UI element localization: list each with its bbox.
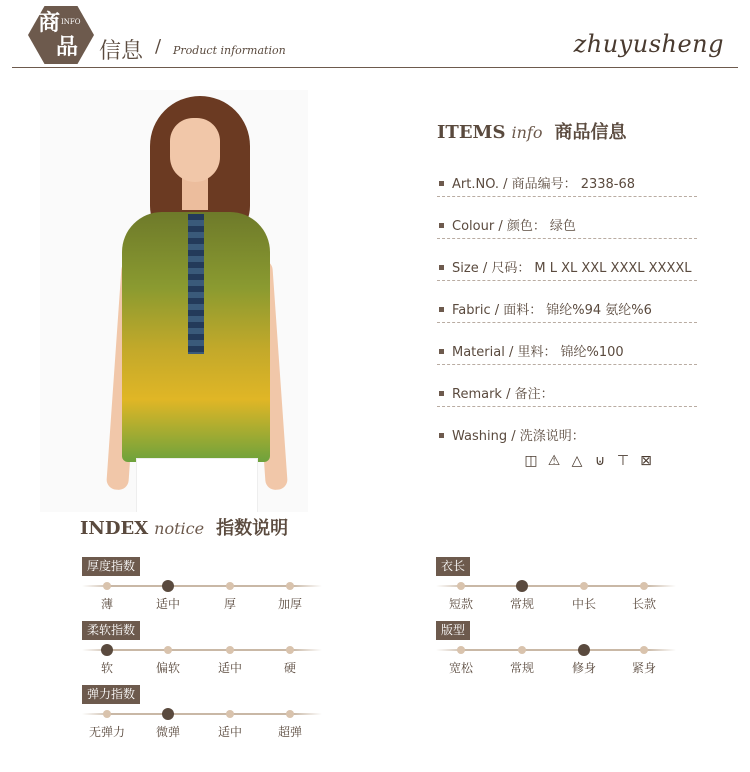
scale-dot <box>103 710 111 718</box>
scale-dot <box>226 710 234 718</box>
scale-dot <box>226 582 234 590</box>
items-title-en: ITEMS <box>437 122 506 143</box>
scale-option-label: 厚 <box>223 597 236 611</box>
scale-name-tag: 柔软指数 <box>82 621 140 640</box>
washing-icons <box>522 452 655 470</box>
bullet-icon <box>439 181 444 186</box>
row-value: M L XL XXL XXXL XXXXL <box>534 261 692 276</box>
index-title-en: INDEX <box>80 518 149 539</box>
scale-dot <box>164 646 172 654</box>
scale-option-label: 短款 <box>448 597 473 611</box>
scale-dot <box>103 582 111 590</box>
wash-30-icon: ◫ <box>524 453 538 469</box>
scale-option-label: 适中 <box>155 597 180 611</box>
info-row-fabric <box>437 299 697 323</box>
scale-name-tag: 厚度指数 <box>82 557 140 576</box>
scale-option-label: 加厚 <box>277 597 302 611</box>
scale-option-label: 薄 <box>100 597 113 611</box>
scale-dot <box>286 582 294 590</box>
scale-option-label: 超弹 <box>277 725 302 739</box>
scale-fit <box>436 621 686 681</box>
info-row-washing <box>437 425 697 449</box>
scale-name-tag: 衣长 <box>436 557 470 576</box>
items-info-title <box>437 118 626 144</box>
hang-dry-icon: ⊤ <box>616 453 630 469</box>
scale-option-label: 适中 <box>217 661 242 675</box>
header-title-en: Product information <box>173 44 286 57</box>
scale-dot-selected <box>578 644 590 656</box>
scale-option-label: 适中 <box>217 725 242 739</box>
scale-option-label: 常规 <box>509 661 534 675</box>
row-label: Material / 里料： <box>452 345 557 360</box>
scale-option-label: 宽松 <box>448 661 473 675</box>
scale-option-label: 偏软 <box>155 661 180 675</box>
front-lace <box>188 214 204 354</box>
scale-dot <box>286 710 294 718</box>
bullet-icon <box>439 433 444 438</box>
scale-name-tag: 版型 <box>436 621 470 640</box>
scale-dot <box>457 646 465 654</box>
index-notice-title <box>80 514 288 540</box>
scale-dot <box>518 646 526 654</box>
bullet-icon <box>439 265 444 270</box>
scale-option-label: 紧身 <box>631 661 656 675</box>
index-title-italic: notice <box>154 519 205 538</box>
row-label: Remark / 备注： <box>452 387 554 402</box>
row-label: Size / 尺码： <box>452 261 531 276</box>
iron-low-icon: △ <box>571 453 583 469</box>
scale-option-label: 常规 <box>509 597 534 611</box>
info-row-material <box>437 341 697 365</box>
no-bleach-icon: ⚠ <box>547 453 561 469</box>
hand-wash-icon: ⊍ <box>594 453 606 469</box>
scale-dot <box>286 646 294 654</box>
scale-option-label: 无弹力 <box>88 725 125 739</box>
scale-name-tag: 弹力指数 <box>82 685 140 704</box>
info-row-size <box>437 257 697 281</box>
items-title-cn: 商品信息 <box>554 122 627 143</box>
row-value: 2338-68 <box>580 177 636 192</box>
row-label: Art.NO. / 商品编号： <box>452 177 577 192</box>
row-label: Washing / 洗涤说明： <box>452 429 585 444</box>
row-value: 锦纶%100 <box>560 345 624 360</box>
row-label: Fabric / 面料： <box>452 303 543 318</box>
badge-info-label: INFO <box>61 18 81 26</box>
bullet-icon <box>439 349 444 354</box>
header-slash: / <box>155 36 162 57</box>
bullet-icon <box>439 223 444 228</box>
scale-option-label: 微弹 <box>155 725 180 739</box>
bullet-icon <box>439 307 444 312</box>
scale-option-label: 硬 <box>283 661 296 675</box>
scale-dot-selected <box>516 580 528 592</box>
scale-option-label: 修身 <box>571 661 596 675</box>
scale-dot-selected <box>162 708 174 720</box>
header-title-cn: 信息 <box>99 39 144 64</box>
scale-dot-selected <box>101 644 113 656</box>
badge-char-top: 商 <box>38 10 61 36</box>
scale-thickness <box>82 557 332 617</box>
scale-length <box>436 557 686 617</box>
scale-dot <box>640 646 648 654</box>
row-value: 锦纶%94 氨纶%6 <box>546 303 652 318</box>
scale-option-label: 中长 <box>571 597 596 611</box>
index-title-cn: 指数说明 <box>216 518 289 539</box>
scale-dot-selected <box>162 580 174 592</box>
scale-dot <box>580 582 588 590</box>
model-face <box>170 118 220 182</box>
info-row-colour <box>437 215 697 239</box>
brand-logo: zhuyusheng <box>573 30 724 58</box>
no-dry-clean-icon: ⊠ <box>640 453 652 469</box>
row-label: Colour / 颜色： <box>452 219 546 234</box>
info-row-art-no <box>437 173 697 197</box>
header-divider <box>12 67 738 68</box>
bullet-icon <box>439 391 444 396</box>
scale-option-label: 长款 <box>631 597 656 611</box>
model-pants <box>136 458 258 512</box>
scale-option-label: 软 <box>100 661 113 675</box>
badge-char-bottom: 品 <box>56 34 79 60</box>
scale-dot <box>640 582 648 590</box>
scale-dot <box>226 646 234 654</box>
scale-softness <box>82 621 332 681</box>
row-value: 绿色 <box>549 219 576 234</box>
info-row-remark <box>437 383 697 407</box>
scale-elasticity <box>82 685 332 745</box>
scale-dot <box>457 582 465 590</box>
product-photo <box>40 90 308 512</box>
items-title-italic: info <box>511 123 543 142</box>
